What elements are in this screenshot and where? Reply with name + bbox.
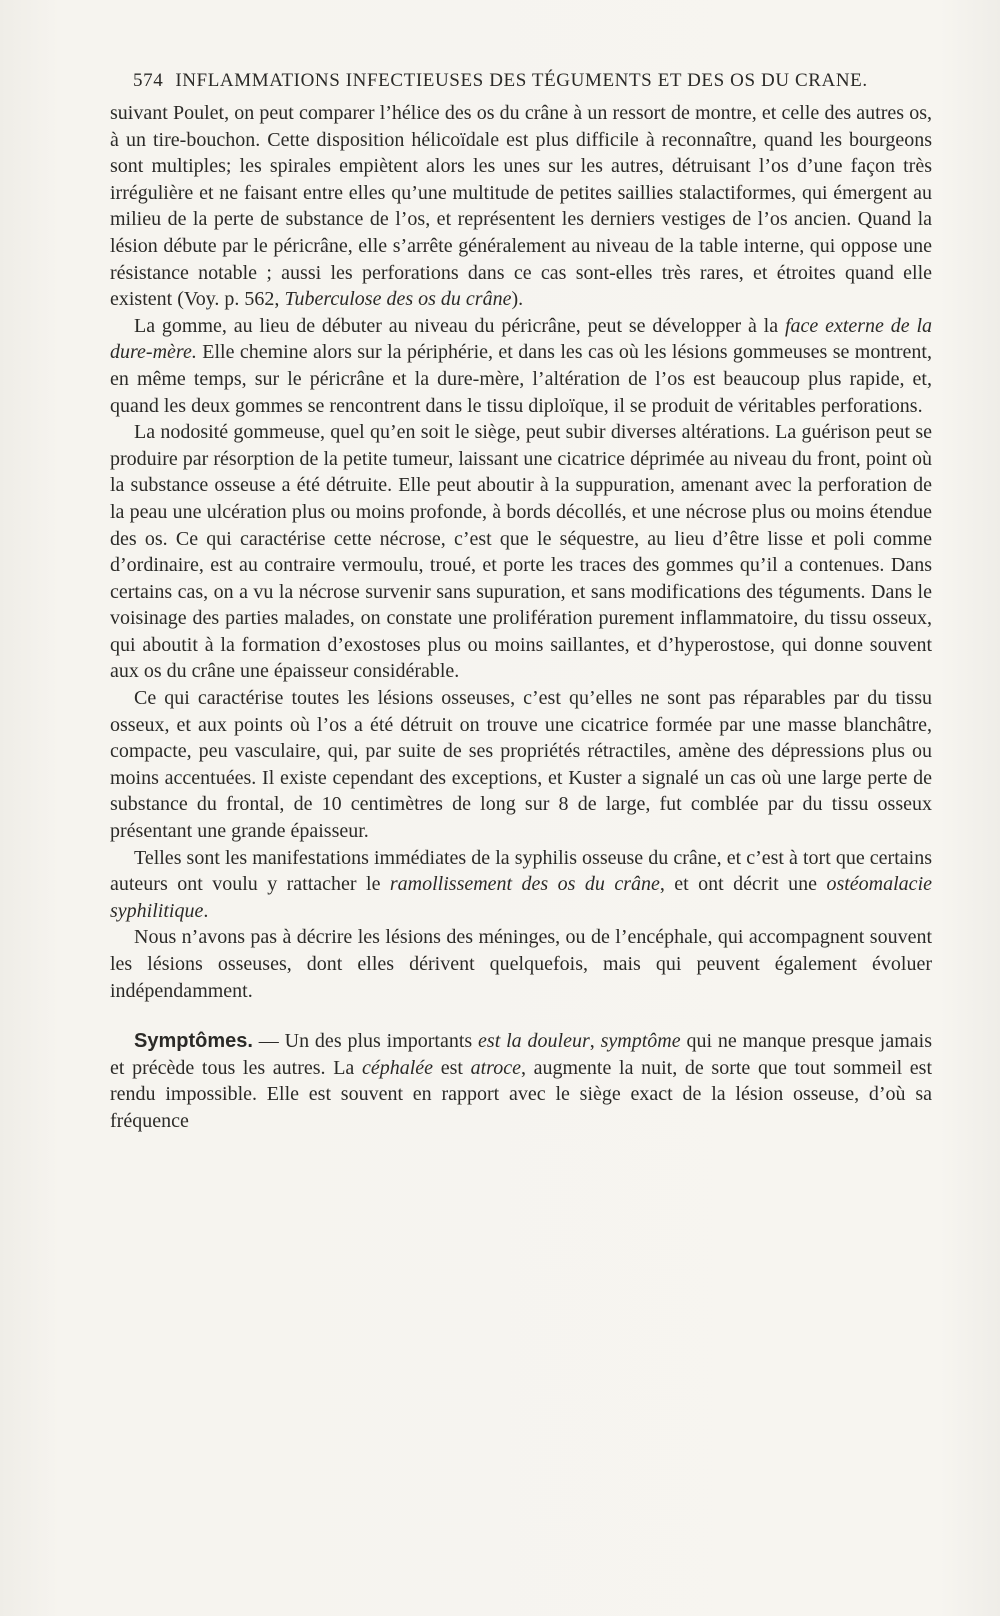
page-number: 574 xyxy=(133,70,164,91)
italic-run: ramollissement des os du crâne xyxy=(389,873,660,896)
paragraph: Ce qui caractérise toutes les lésions osseuses, c’est qu’elles ne sont pas réparables par du tissu osseux, et aux points où l’os a été détruit on trouve une cicatrice formée par une masse blanchâtre, compacte, peu vasculaire, qui, par suite de ses propriétés rétractiles, amène des dépressions plus ou moins accentuées. Il existe cependant des exceptions, et Kuster a signalé un cas où une large perte de substance du frontal, de 10 centimètres de long sur 8 de large, fut comblée par du tissu osseux présentant une grande épaisseur. xyxy=(110,687,932,843)
running-title: INFLAMMATIONS INFECTIEUSES DES TÉGUMENTS ET DES OS DU CRANE. xyxy=(175,70,868,91)
text-run: , xyxy=(589,1030,601,1053)
paragraph: La nodosité gommeuse, quel qu’en soit le siège, peut subir diverses altérations. La guérison peut se produire par résorption de la petite tumeur, laissant une cicatrice déprimée au niveau du front, point où la substance osseuse a été détruite. Elle peut aboutir à la suppuration, amenant avec la perforation de la peau une ulcération plus ou moins profonde, à bords décollés, et une nécrose plus ou moins étendue des os. Ce qui caractérise cette nécrose, c’est que le séquestre, au lieu d’être lisse et poli comme d’ordinaire, est au contraire vermoulu, troué, et porte les traces des gommes qu’il a contenues. Dans certains cas, on a vu la nécrose survenir sans supuration, et sans modifications des téguments. Dans le voisinage des parties malades, on constate une prolifération purement inflammatoire, du tissu osseux, qui aboutit à la formation d’exostoses plus ou moins saillantes, et d’hyperostose, qui donne souvent aux os du crâne une épaisseur considérable. xyxy=(110,421,932,683)
running-header xyxy=(133,70,923,92)
text-run: . xyxy=(203,899,209,922)
section-heading: Symptômes. xyxy=(134,1030,253,1053)
italic-run: ostéomalacie syphilitique xyxy=(110,873,932,922)
body-text xyxy=(110,100,932,1135)
text-run: , augmente la nuit, de sorte que tout sommeil est rendu impossible. Elle est souvent en rapport avec le siège exact de la lésion osseuse, d’où sa fréquence xyxy=(110,1056,933,1132)
paragraph xyxy=(110,313,932,419)
paragraph: Nous n’avons pas à décrire les lésions des méninges, ou de l’encéphale, qui accompagnent souvent les lésions osseuses, dont elles dérivent quelquefois, mais qui peuvent également évoluer indépendamment. xyxy=(110,926,932,1002)
paragraph xyxy=(110,845,932,925)
text-run: , et ont décrit une xyxy=(659,873,827,896)
text-run: suivant Poulet, on peut comparer l’hélice des os du crâne à un ressort de montre, et celle des autres os, à un tire-bouchon. Cette disposition hélicoïdale est plus difficile à reconnaître, quand les bourgeons sont multiples; les spirales empiètent alors les unes sur les autres, détruisant l’os d’une façon très irrégulière et ne faisant entre elles qu’une multitude de petites saillies stalactiformes, qui émergent au milieu de la perte de substance de l’os, et représentent les derniers vestiges de l’os ancien. Quand la lésion débute par le péricrâne, elle s’arrête généralement au niveau de la table interne, qui oppose une résistance notable ; aussi les perforations dans ce cas sont-elles très rares, et étroites quand elle existent (Voy. p. 562, xyxy=(110,102,932,311)
italic-run: face externe de la dure-mère. xyxy=(110,314,933,364)
text-run: qui ne manque presque jamais et précède tous les autres. La xyxy=(110,1030,932,1079)
italic-run: céphalée xyxy=(361,1056,434,1079)
text-run: La gomme, au lieu de débuter au niveau du péricrâne, peut se développer à la xyxy=(134,314,785,337)
text-run: est xyxy=(433,1056,471,1079)
text-run: Elle chemine alors sur la périphérie, et dans les cas où les lésions gommeuses se montrent, en même temps, sur le péricrâne et la dure-mère, l’altération de l’os est beaucoup plus rapide, et, quand les deux gommes se rencontrent dans le tissu diploïque, il se produit de véritables perforations. xyxy=(110,341,932,417)
italic-run: Tuberculose des os du crâne xyxy=(284,288,512,311)
section-paragraph-symptomes xyxy=(110,1028,932,1134)
italic-run: symptôme xyxy=(600,1030,681,1053)
italic-run: atroce xyxy=(470,1056,521,1079)
paragraph xyxy=(110,100,932,313)
italic-run: est la douleur xyxy=(478,1030,590,1053)
text-run: Telles sont les manifestations immédiates de la syphilis osseuse du crâne, et c’est à tort que certains auteurs ont voulu y rattacher le xyxy=(110,846,932,896)
text-run: — Un des plus importants xyxy=(252,1030,479,1053)
text-run: ). xyxy=(511,288,524,311)
